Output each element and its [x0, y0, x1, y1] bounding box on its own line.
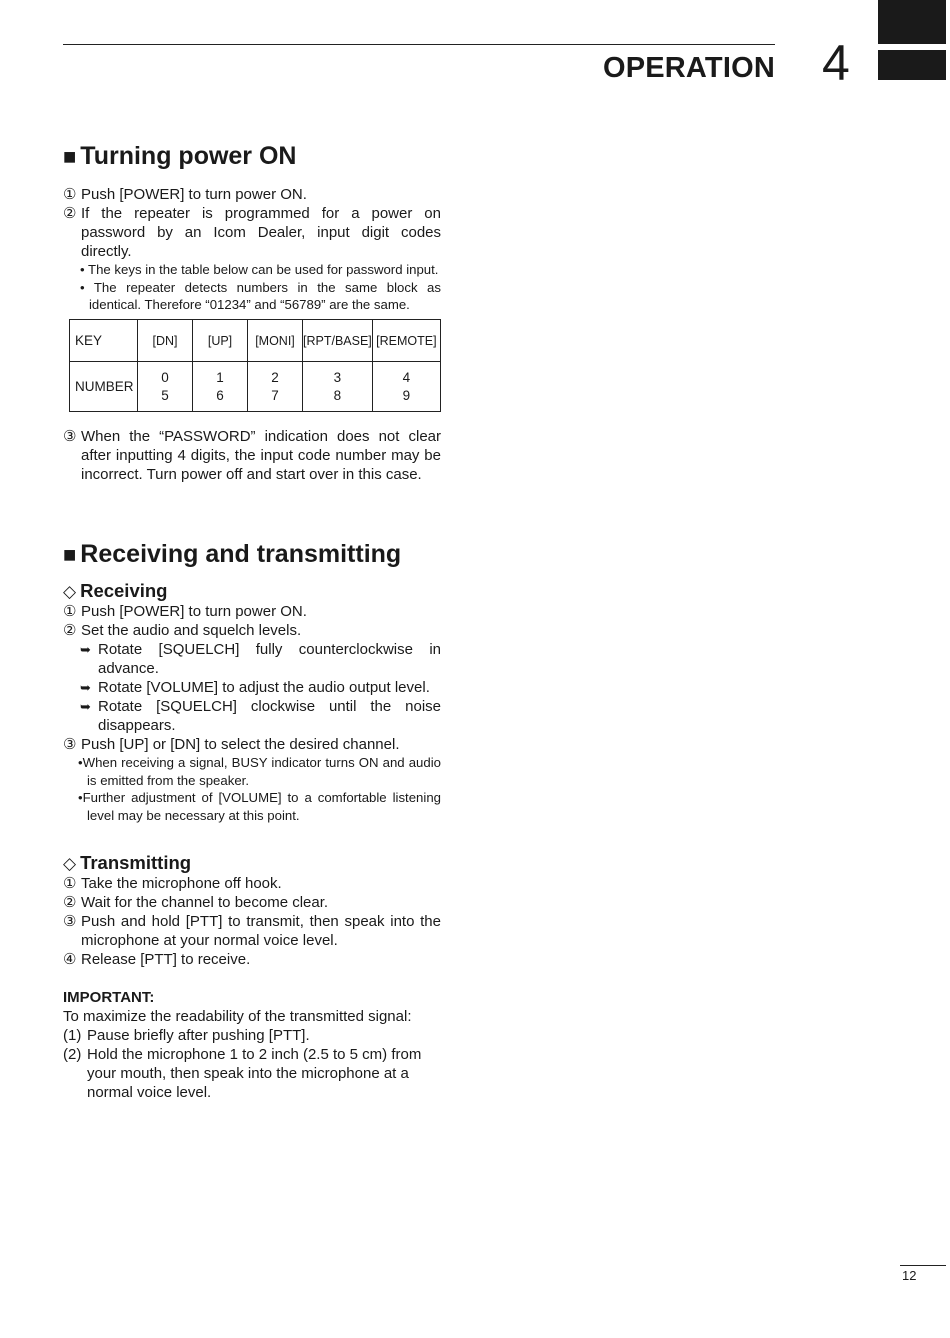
number-bottom: 7 — [271, 387, 279, 403]
arrow-icon: ➥ — [80, 642, 91, 657]
step-text: Take the microphone off hook. — [81, 875, 282, 892]
number-cell — [138, 362, 193, 412]
step-item — [63, 204, 441, 261]
number-bottom: 8 — [333, 387, 342, 403]
arrow-text: Rotate [SQUELCH] clockwise until the noise disappears. — [98, 698, 441, 734]
transmitting-steps — [63, 874, 441, 969]
section-heading-power-on — [63, 142, 441, 171]
step-text: Push and hold [PTT] to transmit, then speak into the microphone at your normal voice level. — [81, 913, 441, 949]
step-number: ② — [63, 894, 77, 911]
step-number: ① — [63, 603, 77, 620]
important-note — [63, 988, 441, 1102]
step-number: ③ — [63, 913, 77, 930]
number-bottom: 5 — [161, 387, 169, 403]
number-cell — [372, 362, 440, 412]
step-item — [63, 893, 441, 912]
chapter-number: 4 — [822, 35, 850, 91]
diamond-icon: ◇ — [63, 854, 77, 873]
table-row — [70, 320, 441, 362]
arrow-icon: ➥ — [80, 699, 91, 714]
important-label: IMPORTANT: — [63, 989, 155, 1006]
important-intro: To maximize the readability of the transmitted signal: — [63, 1008, 412, 1025]
bullet-item: • The keys in the table below can be used for password input. — [80, 262, 439, 277]
section-title: Turning power ON — [80, 142, 297, 170]
bullet-item: • The repeater detects numbers in the same block as identical. Therefore “01234” and “56789” are the same. — [80, 279, 441, 312]
number-top: 1 — [216, 369, 224, 385]
step-item — [63, 427, 441, 484]
number-cell — [248, 362, 303, 412]
number-top: 4 — [402, 369, 411, 385]
receiving-steps — [63, 602, 441, 824]
step-text: Release [PTT] to receive. — [81, 951, 251, 968]
step-text: If the repeater is programmed for a power on password by an Icom Dealer, input digit codes directly. — [81, 205, 441, 260]
step-item — [63, 950, 441, 969]
number-top: 2 — [271, 369, 279, 385]
step-item — [63, 602, 441, 621]
power-on-step-3 — [63, 427, 441, 484]
number-cell — [303, 362, 373, 412]
section-square-icon: ■ — [63, 144, 77, 169]
subheading-transmitting — [63, 852, 441, 874]
power-on-steps — [63, 185, 441, 314]
important-item — [63, 1026, 441, 1045]
key-cell: [DN] — [138, 320, 193, 362]
step-item — [63, 874, 441, 893]
step-text: When the “PASSWORD” indication does not clear after inputting 4 digits, the input code number may be incorrect. Turn power off and start over in this case. — [81, 428, 441, 483]
page-number-rule — [900, 1265, 946, 1266]
number-cell — [193, 362, 248, 412]
item-text: Hold the microphone 1 to 2 inch (2.5 to 5 cm) from your mouth, then speak into the microphone at a normal voice level. — [87, 1046, 422, 1101]
arrow-item — [63, 697, 441, 735]
arrow-text: Rotate [SQUELCH] fully counterclockwise in advance. — [98, 641, 441, 677]
step-text: Push [UP] or [DN] to select the desired channel. — [81, 736, 400, 753]
subheading-title: Transmitting — [80, 852, 192, 873]
step-number: ① — [63, 875, 77, 892]
number-bottom: 9 — [402, 387, 411, 403]
step-text: Wait for the channel to become clear. — [81, 894, 329, 911]
step-number: ① — [63, 186, 77, 203]
key-cell: [MONI] — [248, 320, 303, 362]
header-rule — [63, 44, 775, 45]
section-title: Receiving and transmitting — [80, 540, 402, 568]
step-number: ② — [63, 622, 77, 639]
subheading-receiving — [63, 580, 441, 602]
diamond-icon: ◇ — [63, 582, 77, 601]
chapter-tab-top — [878, 0, 946, 44]
chapter-tab-bottom — [878, 50, 946, 80]
chapter-title: OPERATION — [602, 52, 775, 84]
step-number: ③ — [63, 428, 77, 445]
step-number: ② — [63, 205, 77, 222]
key-cell: [UP] — [193, 320, 248, 362]
item-number: (2) — [63, 1046, 82, 1063]
arrow-icon: ➥ — [80, 680, 91, 695]
row-label: KEY — [70, 320, 138, 362]
arrow-item — [63, 678, 441, 697]
subheading-title: Receiving — [80, 580, 168, 601]
step-number: ④ — [63, 951, 77, 968]
page-number: 12 — [902, 1268, 917, 1283]
important-item — [63, 1045, 441, 1102]
item-number: (1) — [63, 1027, 82, 1044]
bullet-item: •When receiving a signal, BUSY indicator turns ON and audio is emitted from the speaker. — [78, 755, 441, 788]
item-text: Pause briefly after pushing [PTT]. — [87, 1027, 310, 1044]
step-text: Set the audio and squelch levels. — [81, 622, 302, 639]
key-cell: [REMOTE] — [372, 320, 440, 362]
step-item — [63, 912, 441, 950]
number-top: 3 — [333, 369, 342, 385]
step-number: ③ — [63, 736, 77, 753]
step-item — [63, 185, 441, 204]
step-text: Push [POWER] to turn power ON. — [81, 186, 307, 203]
number-top: 0 — [161, 369, 169, 385]
step-item — [63, 735, 441, 754]
password-key-table — [69, 319, 441, 412]
section-square-icon: ■ — [63, 542, 77, 567]
step-item — [63, 621, 441, 640]
table-row — [70, 362, 441, 412]
arrow-item — [63, 640, 441, 678]
bullet-item: •Further adjustment of [VOLUME] to a comfortable listening level may be necessary at this point. — [78, 790, 441, 823]
number-bottom: 6 — [216, 387, 224, 403]
arrow-text: Rotate [VOLUME] to adjust the audio output level. — [98, 679, 430, 696]
row-label: NUMBER — [70, 362, 138, 412]
step-text: Push [POWER] to turn power ON. — [81, 603, 307, 620]
section-heading-rx-tx — [63, 540, 441, 569]
key-cell: [RPT/BASE] — [303, 320, 373, 362]
